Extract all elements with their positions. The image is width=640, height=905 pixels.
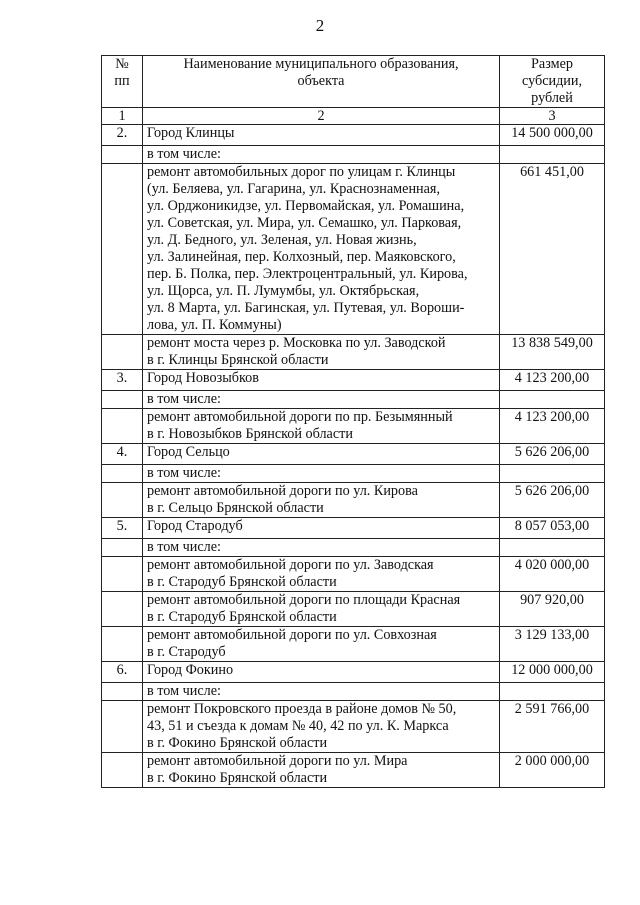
row-number: 2. — [102, 125, 143, 146]
row-number — [102, 592, 143, 627]
subsidy-amount — [500, 465, 605, 483]
column-number: 2 — [143, 108, 500, 125]
subsidy-amount: 661 451,00 — [500, 164, 605, 335]
subsidy-amount: 5 626 206,00 — [500, 483, 605, 518]
subsidy-amount: 14 500 000,00 — [500, 125, 605, 146]
subheading-row — [102, 391, 605, 409]
municipality-row — [102, 662, 605, 683]
object-row — [102, 753, 605, 788]
municipality-row — [102, 125, 605, 146]
object-row — [102, 483, 605, 518]
subheading-row — [102, 465, 605, 483]
page-number: 2 — [315, 16, 325, 35]
row-number: 4. — [102, 444, 143, 465]
object-name: ремонт автомобильной дороги по ул. Заводская в г. Стародуб Брянской области — [143, 557, 500, 592]
row-number — [102, 539, 143, 557]
municipality-row — [102, 518, 605, 539]
subsidy-amount — [500, 683, 605, 701]
subsidy-amount: 12 000 000,00 — [500, 662, 605, 683]
row-number — [102, 753, 143, 788]
municipality-name: Город Новозыбков — [143, 370, 500, 391]
object-row — [102, 164, 605, 335]
object-name: ремонт автомобильной дороги по ул. Кирова в г. Сельцо Брянской области — [143, 483, 500, 518]
row-number — [102, 557, 143, 592]
subheading-row — [102, 539, 605, 557]
subsidy-amount — [500, 391, 605, 409]
object-name: ремонт автомобильной дороги по ул. Мира в г. Фокино Брянской области — [143, 753, 500, 788]
subsidy-amount: 2 000 000,00 — [500, 753, 605, 788]
municipality-row — [102, 370, 605, 391]
row-number — [102, 483, 143, 518]
subsidy-amount: 3 129 133,00 — [500, 627, 605, 662]
subheading-row — [102, 683, 605, 701]
subsidy-amount: 4 123 200,00 — [500, 409, 605, 444]
row-number: 3. — [102, 370, 143, 391]
subsidy-table — [101, 55, 605, 788]
municipality-name: Город Стародуб — [143, 518, 500, 539]
object-row — [102, 627, 605, 662]
object-name: в том числе: — [143, 465, 500, 483]
subheading-row — [102, 146, 605, 164]
object-name: ремонт Покровского проезда в районе домов № 50, 43, 51 и съезда к домам № 40, 42 по ул. К. Маркса в г. Фокино Брянской области — [143, 701, 500, 753]
header-num: № пп — [102, 56, 143, 108]
row-number: 5. — [102, 518, 143, 539]
object-name: в том числе: — [143, 683, 500, 701]
object-name: в том числе: — [143, 146, 500, 164]
municipality-row — [102, 444, 605, 465]
object-row — [102, 592, 605, 627]
object-name: в том числе: — [143, 391, 500, 409]
municipality-name: Город Сельцо — [143, 444, 500, 465]
row-number — [102, 701, 143, 753]
object-row — [102, 701, 605, 753]
object-name: ремонт автомобильной дороги по площади Красная в г. Стародуб Брянской области — [143, 592, 500, 627]
object-name: ремонт автомобильной дороги по ул. Совхозная в г. Стародуб — [143, 627, 500, 662]
table-header-row — [102, 56, 605, 108]
municipality-name: Город Клинцы — [143, 125, 500, 146]
object-name: ремонт моста через р. Московка по ул. Заводской в г. Клинцы Брянской области — [143, 335, 500, 370]
subsidy-amount — [500, 146, 605, 164]
municipality-name: Город Фокино — [143, 662, 500, 683]
row-number — [102, 391, 143, 409]
row-number — [102, 146, 143, 164]
row-number — [102, 683, 143, 701]
object-row — [102, 409, 605, 444]
subsidy-amount: 8 057 053,00 — [500, 518, 605, 539]
row-number — [102, 409, 143, 444]
subsidy-amount: 4 123 200,00 — [500, 370, 605, 391]
object-name: в том числе: — [143, 539, 500, 557]
subsidy-amount — [500, 539, 605, 557]
column-number: 3 — [500, 108, 605, 125]
object-name: ремонт автомобильных дорог по улицам г. Клинцы (ул. Беляева, ул. Гагарина, ул. Краснознаменная, ул. Орджоникидзе, ул. Первомайская, ул. Ромашина, ул. Советская, ул. Мира, ул. Семашко, ул. Парковая, ул. Д. Бедного, ул. Зеленая, ул. Новая жизнь, ул. Залинейная, пер. Колхозный, пер. Маяковского, пер. Б. Полка, пер. Электроцентральный, ул. Кирова, ул. Щорса, ул. П. Лумумбы, ул. Октябрьская, ул. 8 Марта, ул. Багинская, ул. Путевая, ул. Вороши- лова, ул. П. Коммуны) — [143, 164, 500, 335]
object-row — [102, 335, 605, 370]
column-number-row — [102, 108, 605, 125]
header-amount: Размер субсидии, рублей — [500, 56, 605, 108]
row-number — [102, 465, 143, 483]
subsidy-amount: 5 626 206,00 — [500, 444, 605, 465]
header-name: Наименование муниципального образования, объекта — [143, 56, 500, 108]
subsidy-amount: 2 591 766,00 — [500, 701, 605, 753]
subsidy-amount: 907 920,00 — [500, 592, 605, 627]
row-number: 6. — [102, 662, 143, 683]
row-number — [102, 335, 143, 370]
subsidy-amount: 13 838 549,00 — [500, 335, 605, 370]
object-name: ремонт автомобильной дороги по пр. Безымянный в г. Новозыбков Брянской области — [143, 409, 500, 444]
subsidy-amount: 4 020 000,00 — [500, 557, 605, 592]
row-number — [102, 164, 143, 335]
object-row — [102, 557, 605, 592]
column-number: 1 — [102, 108, 143, 125]
row-number — [102, 627, 143, 662]
